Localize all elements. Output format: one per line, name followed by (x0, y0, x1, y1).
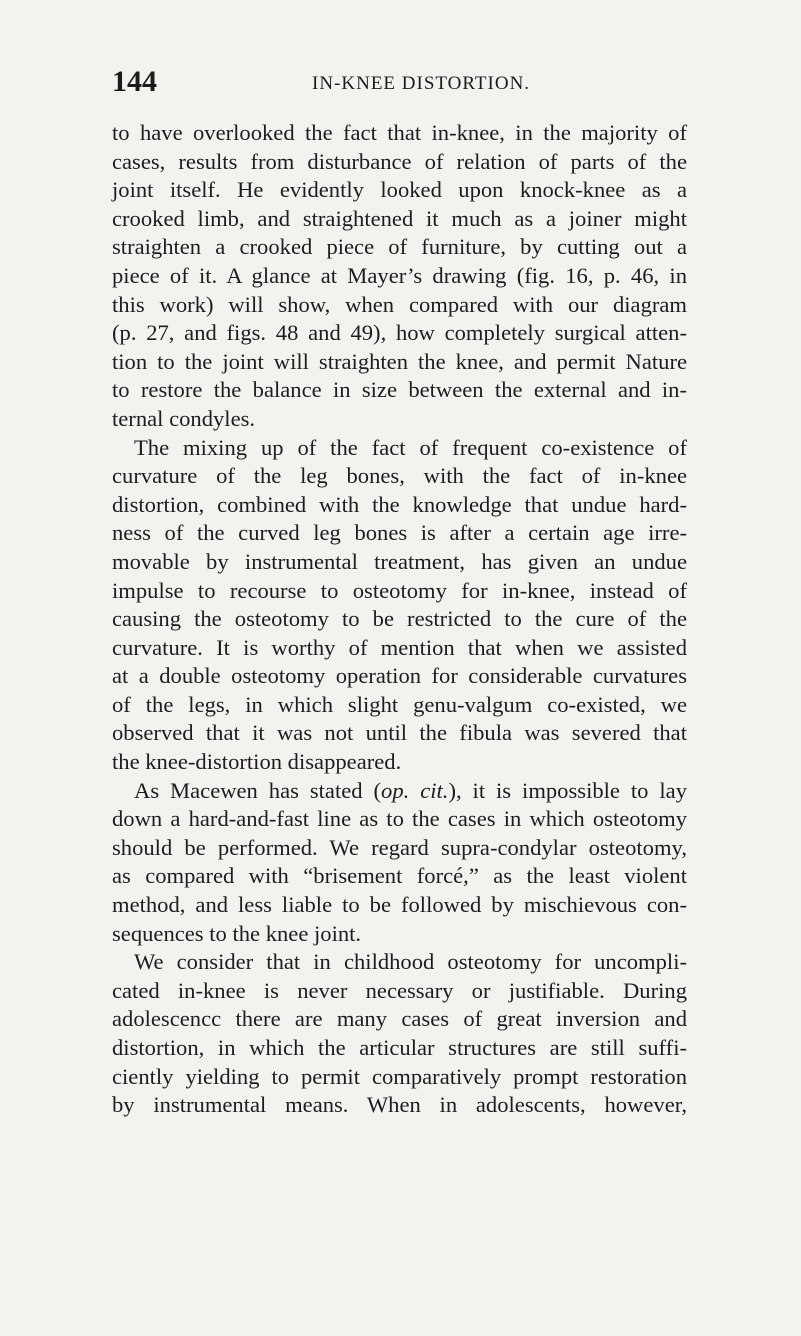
page-number: 144 (112, 65, 157, 98)
text-line: cated in-knee is never necessary or justifiable. During (112, 977, 687, 1003)
text-line: as compared with “brisement forcé,” as the least violent (112, 863, 687, 889)
text-line: to restore the balance in size between the external and in- (112, 377, 687, 403)
text-line: tion to the joint will straighten the knee, and permit Nature (112, 348, 687, 374)
text-line: piece of it. A glance at Mayer’s drawing (fig. 16, p. 46, in (112, 262, 687, 288)
text-line: ness of the curved leg bones is after a certain age irre- (112, 520, 687, 546)
text-line: crooked limb, and straightened it much as a joiner might (112, 205, 687, 231)
text-line: adolescencc there are many cases of great inversion and (112, 1006, 687, 1032)
text-line: the knee-distortion disappeared. (112, 749, 402, 775)
text-line: movable by instrumental treatment, has given an undue (112, 548, 687, 574)
text-line: (p. 27, and figs. 48 and 49), how completely surgical atten- (112, 320, 687, 346)
text-line: impulse to recourse to osteotomy for in-knee, instead of (112, 577, 687, 603)
paragraph-1 (112, 119, 687, 434)
text-line: to have overlooked the fact that in-knee, in the majority of (112, 120, 687, 145)
text-line: down a hard-and-fast line as to the cases in which osteotomy (112, 806, 687, 832)
text-line: As Macewen has stated (op. cit.), it is impossible to lay (134, 777, 687, 803)
text-line: by instrumental means. When in adolescents, however, (112, 1092, 687, 1118)
text-line: curvature of the leg bones, with the fact of in-knee (112, 463, 687, 489)
text-line: joint itself. He evidently looked upon knock-knee as a (112, 177, 687, 203)
emphasis: op. cit. (381, 777, 449, 803)
body-text (112, 119, 687, 1120)
paragraph-3 (112, 777, 687, 949)
text-line: sequences to the knee joint. (112, 920, 362, 946)
text-line: We consider that in childhood osteotomy for uncompli- (134, 949, 687, 975)
text-line: at a double osteotomy operation for considerable curvatures (112, 663, 687, 689)
text-line: ciently yielding to permit comparatively prompt restoration (112, 1063, 687, 1089)
text-line: method, and less liable to be followed by mischievous con- (112, 892, 687, 918)
text-line: this work) will show, when compared with our diagram (112, 291, 687, 317)
text-line: distortion, combined with the knowledge that undue hard- (112, 491, 687, 517)
running-title: IN-KNEE DISTORTION. (312, 73, 531, 94)
paragraph-2 (112, 434, 687, 777)
text-line: cases, results from disturbance of relation of parts of the (112, 148, 687, 174)
text-line: straighten a crooked piece of furniture, by cutting out a (112, 234, 687, 260)
text-line: of the legs, in which slight genu-valgum co-existed, we (112, 691, 687, 717)
running-head (112, 62, 672, 102)
text-line: ternal condyles. (112, 405, 256, 431)
text-line: should be performed. We regard supra-condylar osteotomy, (112, 834, 687, 860)
text-line: The mixing up of the fact of frequent co-existence of (134, 434, 687, 460)
text-line: curvature. It is worthy of mention that when we assisted (112, 634, 687, 660)
text-line: observed that it was not until the fibula was severed that (112, 720, 687, 746)
text-line: distortion, in which the articular structures are still suffi- (112, 1035, 687, 1060)
text-line: causing the osteotomy to be restricted to the cure of the (112, 606, 687, 632)
paragraph-4 (112, 948, 687, 1120)
